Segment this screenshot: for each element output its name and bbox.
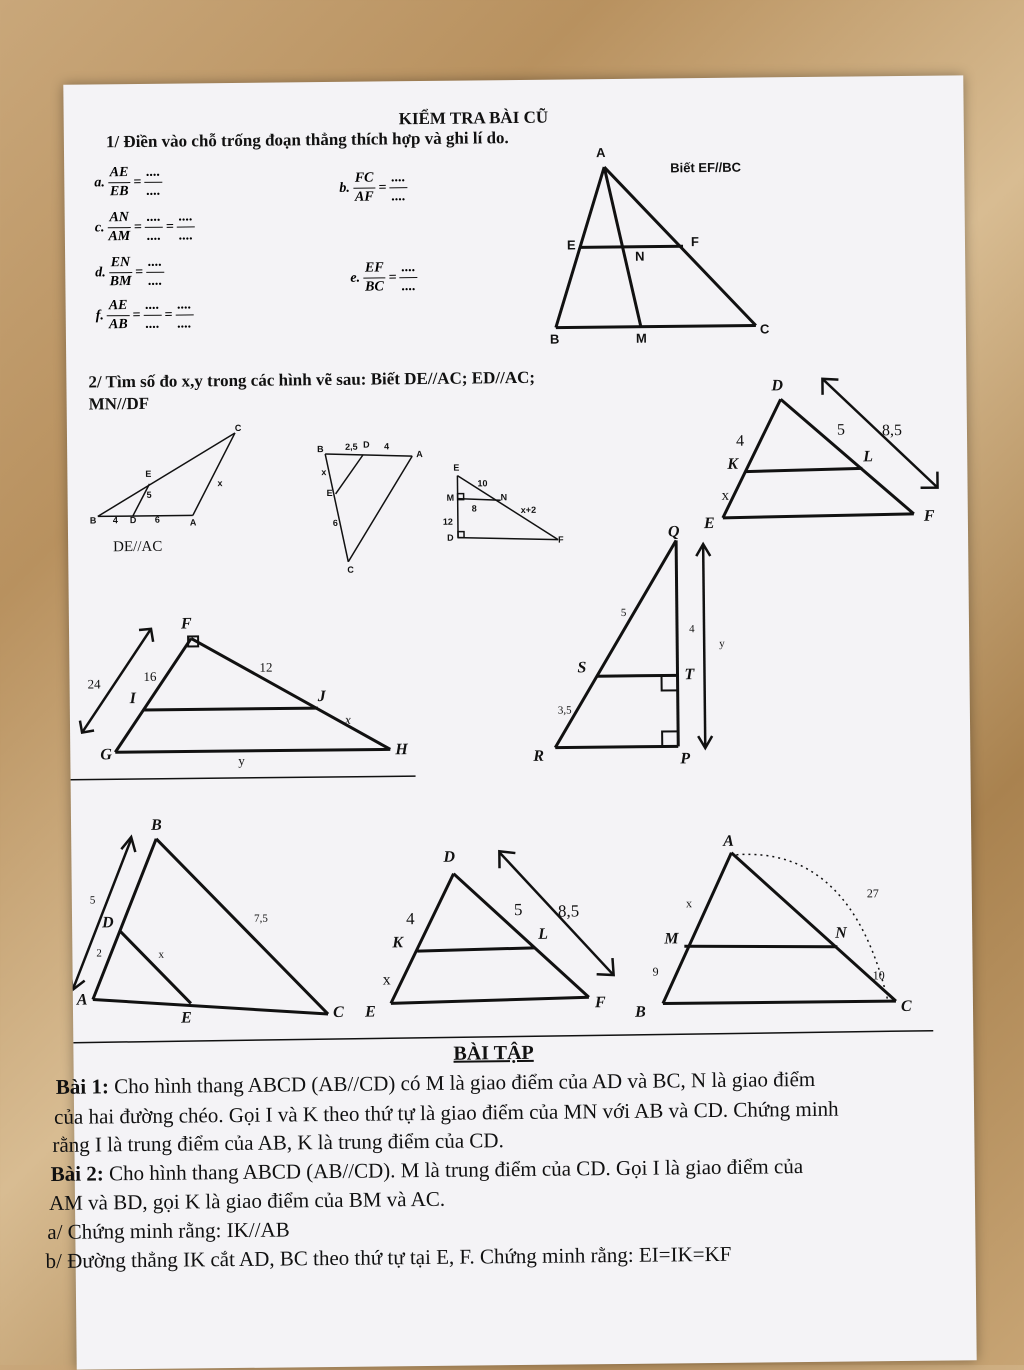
- fig4-label-4: 4: [735, 432, 745, 450]
- fig9-label-10: 10: [872, 968, 885, 983]
- fig6-triangle: [553, 540, 678, 747]
- fraction: $\frac{AE}{AB}$: [107, 297, 130, 334]
- fraction: $\frac{AN}{AM}$: [108, 210, 131, 245]
- fig8-label-4: 4: [405, 909, 415, 929]
- section-divider-short: [71, 776, 416, 780]
- fig9-label-27: 27: [866, 886, 879, 901]
- exam-sheet: [45, 75, 976, 1369]
- fig5-label-h: H: [395, 741, 408, 759]
- fig7-label-b: B: [150, 816, 162, 834]
- fig2-label-25: 2,5: [345, 441, 358, 452]
- fig3-label-n: N: [500, 492, 508, 503]
- fig1-triangle: [97, 433, 236, 516]
- fraction: $\frac{FC}{AF}$: [353, 169, 376, 206]
- fig3-label-8: 8: [471, 503, 477, 514]
- fig7-label-2: 2: [96, 947, 102, 960]
- fig8-label-l: L: [538, 925, 549, 943]
- fig6-label-t: T: [684, 666, 695, 684]
- fig1-label-5: 5: [146, 489, 152, 500]
- equals-sign: =: [388, 269, 397, 285]
- fig5-label-24: 24: [87, 676, 101, 692]
- fig2-label-4: 4: [384, 441, 390, 452]
- label-b: B: [549, 331, 560, 347]
- question-2-prompt-line2: MN//DF: [88, 393, 150, 414]
- fig6-label-s: S: [577, 659, 587, 677]
- fig9-label-9: 9: [652, 964, 659, 979]
- fig4-triangle: [722, 398, 914, 518]
- fig5-label-g: G: [100, 746, 112, 764]
- fig6-label-5: 5: [620, 606, 627, 619]
- blank-fraction: .... ....: [146, 254, 164, 291]
- fig1-caption: DE//AC: [113, 538, 163, 556]
- fig4-label-k: K: [727, 455, 739, 473]
- fig8-label-d: D: [443, 848, 456, 866]
- q1-triangle: [554, 166, 756, 328]
- equals-sign: =: [133, 219, 143, 235]
- blank-fraction: .... ....: [145, 209, 163, 246]
- fig2-label-c: C: [347, 564, 354, 575]
- section-divider: [73, 1031, 933, 1043]
- fraction-prefix: a.: [94, 174, 105, 190]
- fraction: $\frac{EF}{BC}$: [363, 259, 386, 296]
- equals-sign: =: [132, 307, 141, 323]
- fig2-label-b: B: [317, 444, 324, 455]
- fig2-label-d: D: [363, 439, 370, 450]
- equals-sign: =: [133, 174, 142, 190]
- equals-sign: =: [165, 219, 175, 235]
- equals-sign: =: [378, 179, 387, 195]
- fig9-label-b: B: [634, 1003, 646, 1021]
- bai2-label: Bài 2:: [50, 1161, 104, 1186]
- equals-sign: =: [164, 307, 173, 323]
- fig8-label-e: E: [364, 1003, 376, 1021]
- fig1-label-e: E: [145, 468, 152, 479]
- fig5-label-f: F: [180, 615, 192, 633]
- fig3-label-x2: x+2: [520, 504, 537, 515]
- fraction-prefix: b.: [339, 180, 350, 196]
- bai2-line2: AM và BD, gọi K là giao điểm của BM và AC.: [48, 1186, 446, 1215]
- blank-fraction: .... ....: [389, 169, 407, 206]
- fig1-label-c: C: [234, 422, 242, 433]
- fig9-label-n: N: [835, 924, 847, 942]
- fig7-label-x: x: [158, 948, 164, 961]
- fig9-label-a: A: [723, 832, 735, 850]
- fig7-label-75: 7,5: [253, 912, 268, 925]
- fig1-label-6: 6: [154, 514, 160, 525]
- fig4-label-x: x: [721, 487, 730, 504]
- note-ef-parallel-bc: Biết EF//BC: [670, 159, 742, 176]
- fig8-label-k: K: [392, 934, 404, 952]
- fig5-label-y: y: [238, 752, 245, 768]
- fig6-length-arrow: [696, 544, 712, 748]
- fig9-triangle: [661, 851, 896, 1003]
- fig4-label-l: L: [863, 448, 874, 466]
- fig3-label-e: E: [453, 462, 460, 473]
- label-c: C: [759, 321, 770, 337]
- fig8-triangle: [390, 872, 589, 1003]
- fig9-label-c: C: [900, 997, 912, 1016]
- fig4-label-d: D: [771, 377, 784, 395]
- fig8-label-f: F: [594, 994, 606, 1012]
- fig8-label-x: x: [382, 971, 391, 989]
- fig6-label-35: 3,5: [557, 704, 572, 717]
- fig5-label-x: x: [344, 711, 351, 727]
- bai1-label: Bài 1:: [55, 1074, 110, 1099]
- fig6-label-q: Q: [667, 523, 680, 541]
- blank-fraction: .... ....: [175, 296, 193, 333]
- fig2-triangle: [325, 453, 413, 562]
- label-f: F: [690, 234, 700, 250]
- fig7-label-a: A: [76, 991, 88, 1009]
- fig2-label-x: x: [321, 467, 327, 478]
- label-a: A: [595, 145, 606, 161]
- fig3-label-m: M: [446, 492, 455, 503]
- fig1-label-b: B: [89, 515, 97, 526]
- bai2-part-b: b/ Đường thẳng IK cắt AD, BC theo thứ tự tại E, F. Chứng minh rằng: EI=IK=KF: [45, 1241, 732, 1273]
- bai1-text1: Cho hình thang ABCD (AB//CD) có M là giao điểm của AD và BC, N là giao điểm: [108, 1066, 816, 1099]
- fig1-label-d: D: [129, 515, 137, 526]
- fig1-label-a: A: [189, 517, 197, 528]
- fig9-label-x: x: [685, 896, 692, 911]
- fig2-label-6: 6: [332, 517, 338, 528]
- fig4-label-e: E: [703, 514, 715, 533]
- fraction: $\frac{EN}{BM}$: [109, 255, 132, 290]
- bai2-part-a: a/ Chứng minh rằng: IK//AB: [47, 1217, 290, 1244]
- fig7-label-e: E: [180, 1009, 192, 1027]
- fig4-label-5: 5: [836, 421, 846, 439]
- fig5-label-16: 16: [143, 668, 157, 684]
- fig2-label-a: A: [416, 449, 423, 460]
- fig4-label-f: F: [923, 507, 935, 525]
- fig5-label-i: I: [129, 690, 137, 708]
- page-title: KIỂM TRA BÀI CŨ: [398, 107, 549, 129]
- fraction: $\frac{AE}{EB}$: [108, 164, 131, 201]
- fig1-label-4: 4: [112, 515, 118, 526]
- blank-fraction: .... ....: [400, 259, 418, 296]
- fig7-label-c: C: [332, 1003, 344, 1021]
- bai1-line2: của hai đường chéo. Gọi I và K theo thứ tự là giao điểm của MN với AB và CD. Chứng minh: [53, 1096, 839, 1129]
- fraction-prefix: e.: [350, 270, 361, 286]
- fig6-label-y: y: [719, 637, 725, 650]
- fig4-label-85: 8,5: [881, 421, 903, 440]
- fig8-label-85: 8,5: [557, 901, 580, 921]
- question-2-prompt-line1: 2/ Tìm số đo x,y trong các hình vẽ sau: Biết DE//AC; ED//AC;: [88, 367, 536, 392]
- fraction-prefix: f.: [95, 307, 104, 323]
- fig8-label-5: 5: [513, 899, 523, 920]
- label-n: N: [635, 248, 645, 264]
- fig3-label-12: 12: [442, 516, 453, 527]
- question-1-prompt: 1/ Điền vào chỗ trống đoạn thẳng thích hợp và ghi lí do.: [105, 128, 509, 152]
- fig9-arc: [736, 853, 888, 1003]
- label-m: M: [635, 330, 647, 346]
- fig1-label-x: x: [217, 478, 223, 489]
- fig5-label-j: J: [317, 688, 326, 706]
- fig5-label-12: 12: [259, 659, 273, 675]
- label-e: E: [566, 237, 576, 253]
- fig6-label-p: P: [680, 750, 691, 768]
- fig6-label-4: 4: [688, 623, 695, 636]
- fraction-prefix: c.: [94, 219, 105, 235]
- fig7-label-5: 5: [89, 894, 96, 907]
- fig9-label-m: M: [664, 930, 679, 948]
- segment-bc: [556, 326, 756, 328]
- fig5-triangle: [114, 634, 390, 752]
- fig7-triangle: [91, 837, 328, 1016]
- fig3-label-f: F: [558, 534, 564, 545]
- equals-sign: =: [135, 264, 144, 280]
- bai2-text1: Cho hình thang ABCD (AB//CD). M là trung điểm của CD. Gọi I là giao điểm của: [103, 1154, 804, 1186]
- blank-fraction: .... ....: [144, 164, 162, 201]
- fig7-label-d: D: [101, 914, 114, 932]
- exercises-title: BÀI TẬP: [453, 1041, 534, 1065]
- fig3-label-d: D: [447, 532, 454, 543]
- segment-ef: [580, 246, 683, 247]
- blank-fraction: .... ....: [177, 208, 195, 245]
- fig2-label-e: E: [326, 487, 333, 499]
- fig3-label-10: 10: [477, 478, 488, 489]
- blank-fraction: .... ....: [143, 297, 161, 334]
- fraction-prefix: d.: [95, 264, 106, 280]
- fig6-label-r: R: [533, 747, 545, 765]
- bai1-line3: rằng I là trung điểm của AB, K là trung điểm của CD.: [52, 1128, 504, 1157]
